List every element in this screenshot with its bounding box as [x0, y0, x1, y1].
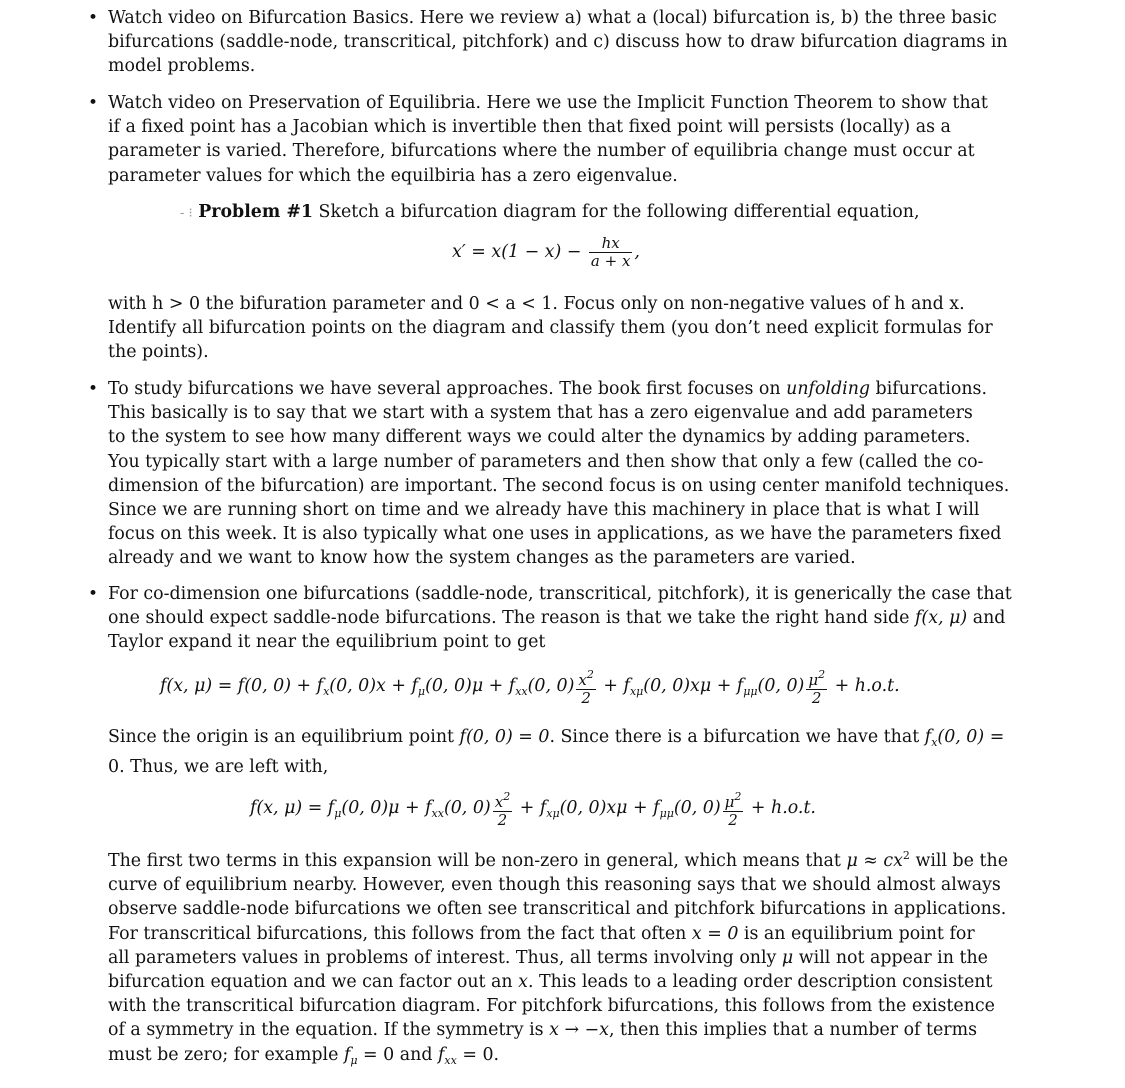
b4-line-3: Taylor expand it near the equilibrium point to get	[108, 632, 546, 653]
sub-mumu: μμ	[743, 685, 758, 698]
m1a: Since the origin is an equilibrium point	[108, 727, 460, 747]
n6c: . This leads to a leading order description consistent	[527, 972, 993, 993]
n1a: The first two terms in this expansion will be non-zero in general, which means that	[108, 851, 847, 871]
taylor-expansion-full	[160, 666, 900, 707]
b4-mid-line-2: 0. Thus, we are left with,	[108, 757, 329, 778]
n8c: , then this implies that a number of terms	[608, 1020, 978, 1041]
den-2: 2	[576, 689, 595, 707]
m1d: (0, 0) =	[937, 727, 1005, 747]
bullet-4-middle	[108, 725, 1005, 779]
b3-line-7: focus on this week. It is also typically what one uses in applications, as we have the parameters fixed	[108, 524, 1002, 545]
r-sub-xmu: xμ	[546, 807, 560, 820]
bullet-3: •	[88, 379, 99, 399]
n8b: x → −x	[549, 1020, 609, 1041]
n9-f1: f	[343, 1044, 351, 1065]
n6b: x	[518, 972, 528, 993]
b2-line-1: Watch video on Preservation of Equilibria. Here we use the Implicit Function Theorem to show that	[108, 93, 988, 113]
b4-n-line-5	[108, 946, 998, 970]
problem-label: Problem #1	[198, 202, 313, 222]
b3-line-1	[108, 377, 998, 401]
b4-mid-line-1	[108, 725, 1005, 755]
m1b: f(0, 0) = 0	[459, 727, 550, 747]
b1-line-2: bifurcations (saddle-node, transcritical, pitchfork) and c) discuss how to draw bifurcation diagrams in	[108, 32, 1008, 53]
n9-sub-mu: μ	[350, 1053, 358, 1067]
b4-n-line-7: with the transcritical bifurcation diagram. For pitchfork bifurcations, this follows from the existence	[108, 996, 995, 1017]
t8: + h.o.t.	[829, 676, 900, 696]
n9c: = 0.	[456, 1044, 500, 1065]
n9b: = 0 and	[357, 1044, 438, 1065]
num-sq: 2	[586, 668, 594, 681]
t3: (0, 0)μ + f	[425, 676, 516, 696]
b4-fxmu: f(x, μ)	[914, 608, 968, 629]
frac-mu2	[806, 666, 827, 707]
n4a: For transcritical bifurcations, this follows from the fact that often	[108, 923, 692, 944]
b4-n-line-8	[108, 1018, 998, 1042]
r-den-2: 2	[493, 811, 512, 829]
sub-xx: xx	[515, 685, 528, 698]
t1: f(x, μ) = f(0, 0) + f	[160, 676, 324, 696]
t2: (0, 0)x + f	[329, 676, 418, 696]
r-den-2-b: 2	[723, 811, 744, 829]
bullet-2: •	[88, 93, 99, 113]
b4-line-2-c: and	[967, 608, 1006, 629]
r-sub-xx: xx	[431, 807, 444, 820]
r2: (0, 0)μ + f	[341, 798, 432, 818]
r5: (0, 0)xμ + f	[559, 798, 660, 818]
problem-text: Sketch a bifurcation diagram for the following differential equation,	[318, 202, 920, 222]
bullet-3-paragraph	[108, 377, 1010, 571]
r-num-sq: 2	[503, 790, 511, 803]
unfolding-term: unfolding	[786, 379, 871, 399]
b4-n-line-9	[108, 1043, 998, 1073]
b4-n-line-4	[108, 922, 998, 946]
b1-line-3: model problems.	[108, 56, 256, 77]
b4-n-line-6	[108, 970, 998, 994]
r-num-x: x	[494, 793, 504, 811]
den-2-b: 2	[806, 689, 827, 707]
n5b: μ	[781, 947, 794, 968]
r-num-sq-2: 2	[734, 790, 742, 803]
r-sub-mu: μ	[334, 807, 342, 820]
eq-tail: ,	[634, 242, 640, 262]
r6: (0, 0)	[673, 798, 721, 818]
eq-numerator: hx	[601, 234, 620, 252]
bullet-4-intro	[108, 582, 1012, 655]
num-sq-2: 2	[818, 668, 826, 681]
b4-line-2	[108, 606, 1006, 630]
r-frac-mu2	[723, 788, 744, 829]
num-mu: μ	[808, 671, 819, 689]
t6: (0, 0)xμ + f	[643, 676, 744, 696]
r7: + h.o.t.	[745, 798, 816, 818]
m1-sub-x: x	[931, 736, 938, 749]
t4: (0, 0)	[527, 676, 575, 696]
b4-line-1: For co-dimension one bifurcations (saddle-node, transcritical, pitchfork), it is generically the case that	[108, 584, 1012, 604]
b3-line-8: already and we want to know how the system changes as the parameters are varied.	[108, 548, 856, 569]
r1: f(x, μ) = f	[250, 798, 335, 818]
b3-line-6: Since we are running short on time and we already have this machinery in place that is what I will	[108, 500, 980, 521]
r-frac-x2	[493, 788, 512, 829]
n9a: must be zero; for example	[108, 1044, 344, 1065]
problem-line-1: with h > 0 the bifuration parameter and 0 < a < 1. Focus only on non-negative values of h and x.	[108, 294, 965, 314]
n9-sub-xx: xx	[444, 1053, 457, 1067]
eq-lhs: x′ = x(1 − x) −	[452, 242, 582, 262]
n8a: of a symmetry in the equation. If the symmetry is	[108, 1020, 550, 1041]
b2-line-4: parameter values for which the equilbiria has a zero eigenvalue.	[108, 165, 678, 186]
n4c: is an equilibrium point for	[738, 923, 975, 944]
taylor-expansion-reduced	[250, 788, 816, 829]
n9-f2: f	[437, 1044, 445, 1065]
n6a: bifurcation equation and we can factor out an	[108, 972, 519, 993]
problem-line-2: Identify all bifurcation points on the diagram and classify them (you don’t need explicit formulas for	[108, 318, 993, 339]
b3-line-5: dimension of the bifurcation) are important. The second focus is on using center manifold techniques.	[108, 475, 1010, 496]
n1c: will be the	[909, 851, 1008, 871]
sub-x: x	[323, 685, 330, 698]
b4-n-line-1	[108, 844, 1008, 873]
b4-n-line-3: observe saddle-node bifurcations we often see transcritical and pitchfork bifurcations in applications.	[108, 899, 1007, 920]
sub-xmu: xμ	[629, 685, 644, 698]
bullet-1: •	[88, 8, 99, 28]
r-sub-mumu: μμ	[659, 807, 674, 820]
problem-line-3: the points).	[108, 342, 209, 363]
n1b: μ ≈ cx	[846, 851, 903, 871]
r3: (0, 0)	[443, 798, 491, 818]
frac-x2	[576, 666, 595, 707]
m1c: . Since there is a bifurcation we have that	[549, 727, 925, 747]
n4b: x = 0	[691, 923, 739, 944]
b3-line-4: You typically start with a large number of parameters and then show that only a few (called the co-	[108, 451, 984, 472]
n1-sq: 2	[902, 849, 910, 862]
bullet-4-final	[108, 844, 1008, 1073]
b1-line-1: Watch video on Bifurcation Basics. Here we review a) what a (local) bifurcation is, b) the three basic	[108, 8, 997, 28]
b3-line-3: to the system to see how many different ways we could alter the dynamics by adding parameters.	[108, 427, 971, 448]
margin-mark: ‐ ⁝	[180, 206, 193, 221]
eq-denominator: a + x	[590, 252, 631, 270]
eq-fraction	[589, 235, 633, 270]
r-num-mu: μ	[724, 793, 735, 811]
b2-line-2: if a fixed point has a Jacobian which is invertible then that fixed point will persists (locally) as a	[108, 117, 951, 138]
r4: + f	[514, 798, 547, 818]
b3-line-1-c: bifurcations.	[870, 379, 987, 399]
n5a: all parameters values in problems of interest. Thus, all terms involving only	[108, 947, 782, 968]
t5: + f	[597, 676, 630, 696]
b2-line-3: parameter is varied. Therefore, bifurcations where the number of equilibria change must occur at	[108, 141, 975, 162]
n5c: will not appear in the	[793, 947, 988, 968]
bullet-2-paragraph	[108, 91, 998, 188]
problem-paragraph	[108, 292, 998, 365]
b4-n-line-2: curve of equilibrium nearby. However, even though this reasoning says that we should almost always	[108, 875, 1001, 896]
problem-equation	[452, 235, 640, 270]
t7: (0, 0)	[757, 676, 805, 696]
num-x: x	[578, 671, 587, 689]
b4-line-2-a: one should expect saddle-node bifurcations. The reason is that we take the right hand side	[108, 608, 915, 629]
b3-line-2: This basically is to say that we start with a system that has a zero eigenvalue and add parameters	[108, 403, 973, 424]
bullet-1-paragraph	[108, 6, 1008, 79]
b3-line-1-a: To study bifurcations we have several approaches. The book first focuses on	[108, 379, 787, 399]
problem-heading	[180, 200, 1000, 226]
bullet-4: •	[88, 584, 99, 604]
sub-mu: μ	[417, 685, 426, 698]
m1-f: f	[924, 727, 932, 747]
